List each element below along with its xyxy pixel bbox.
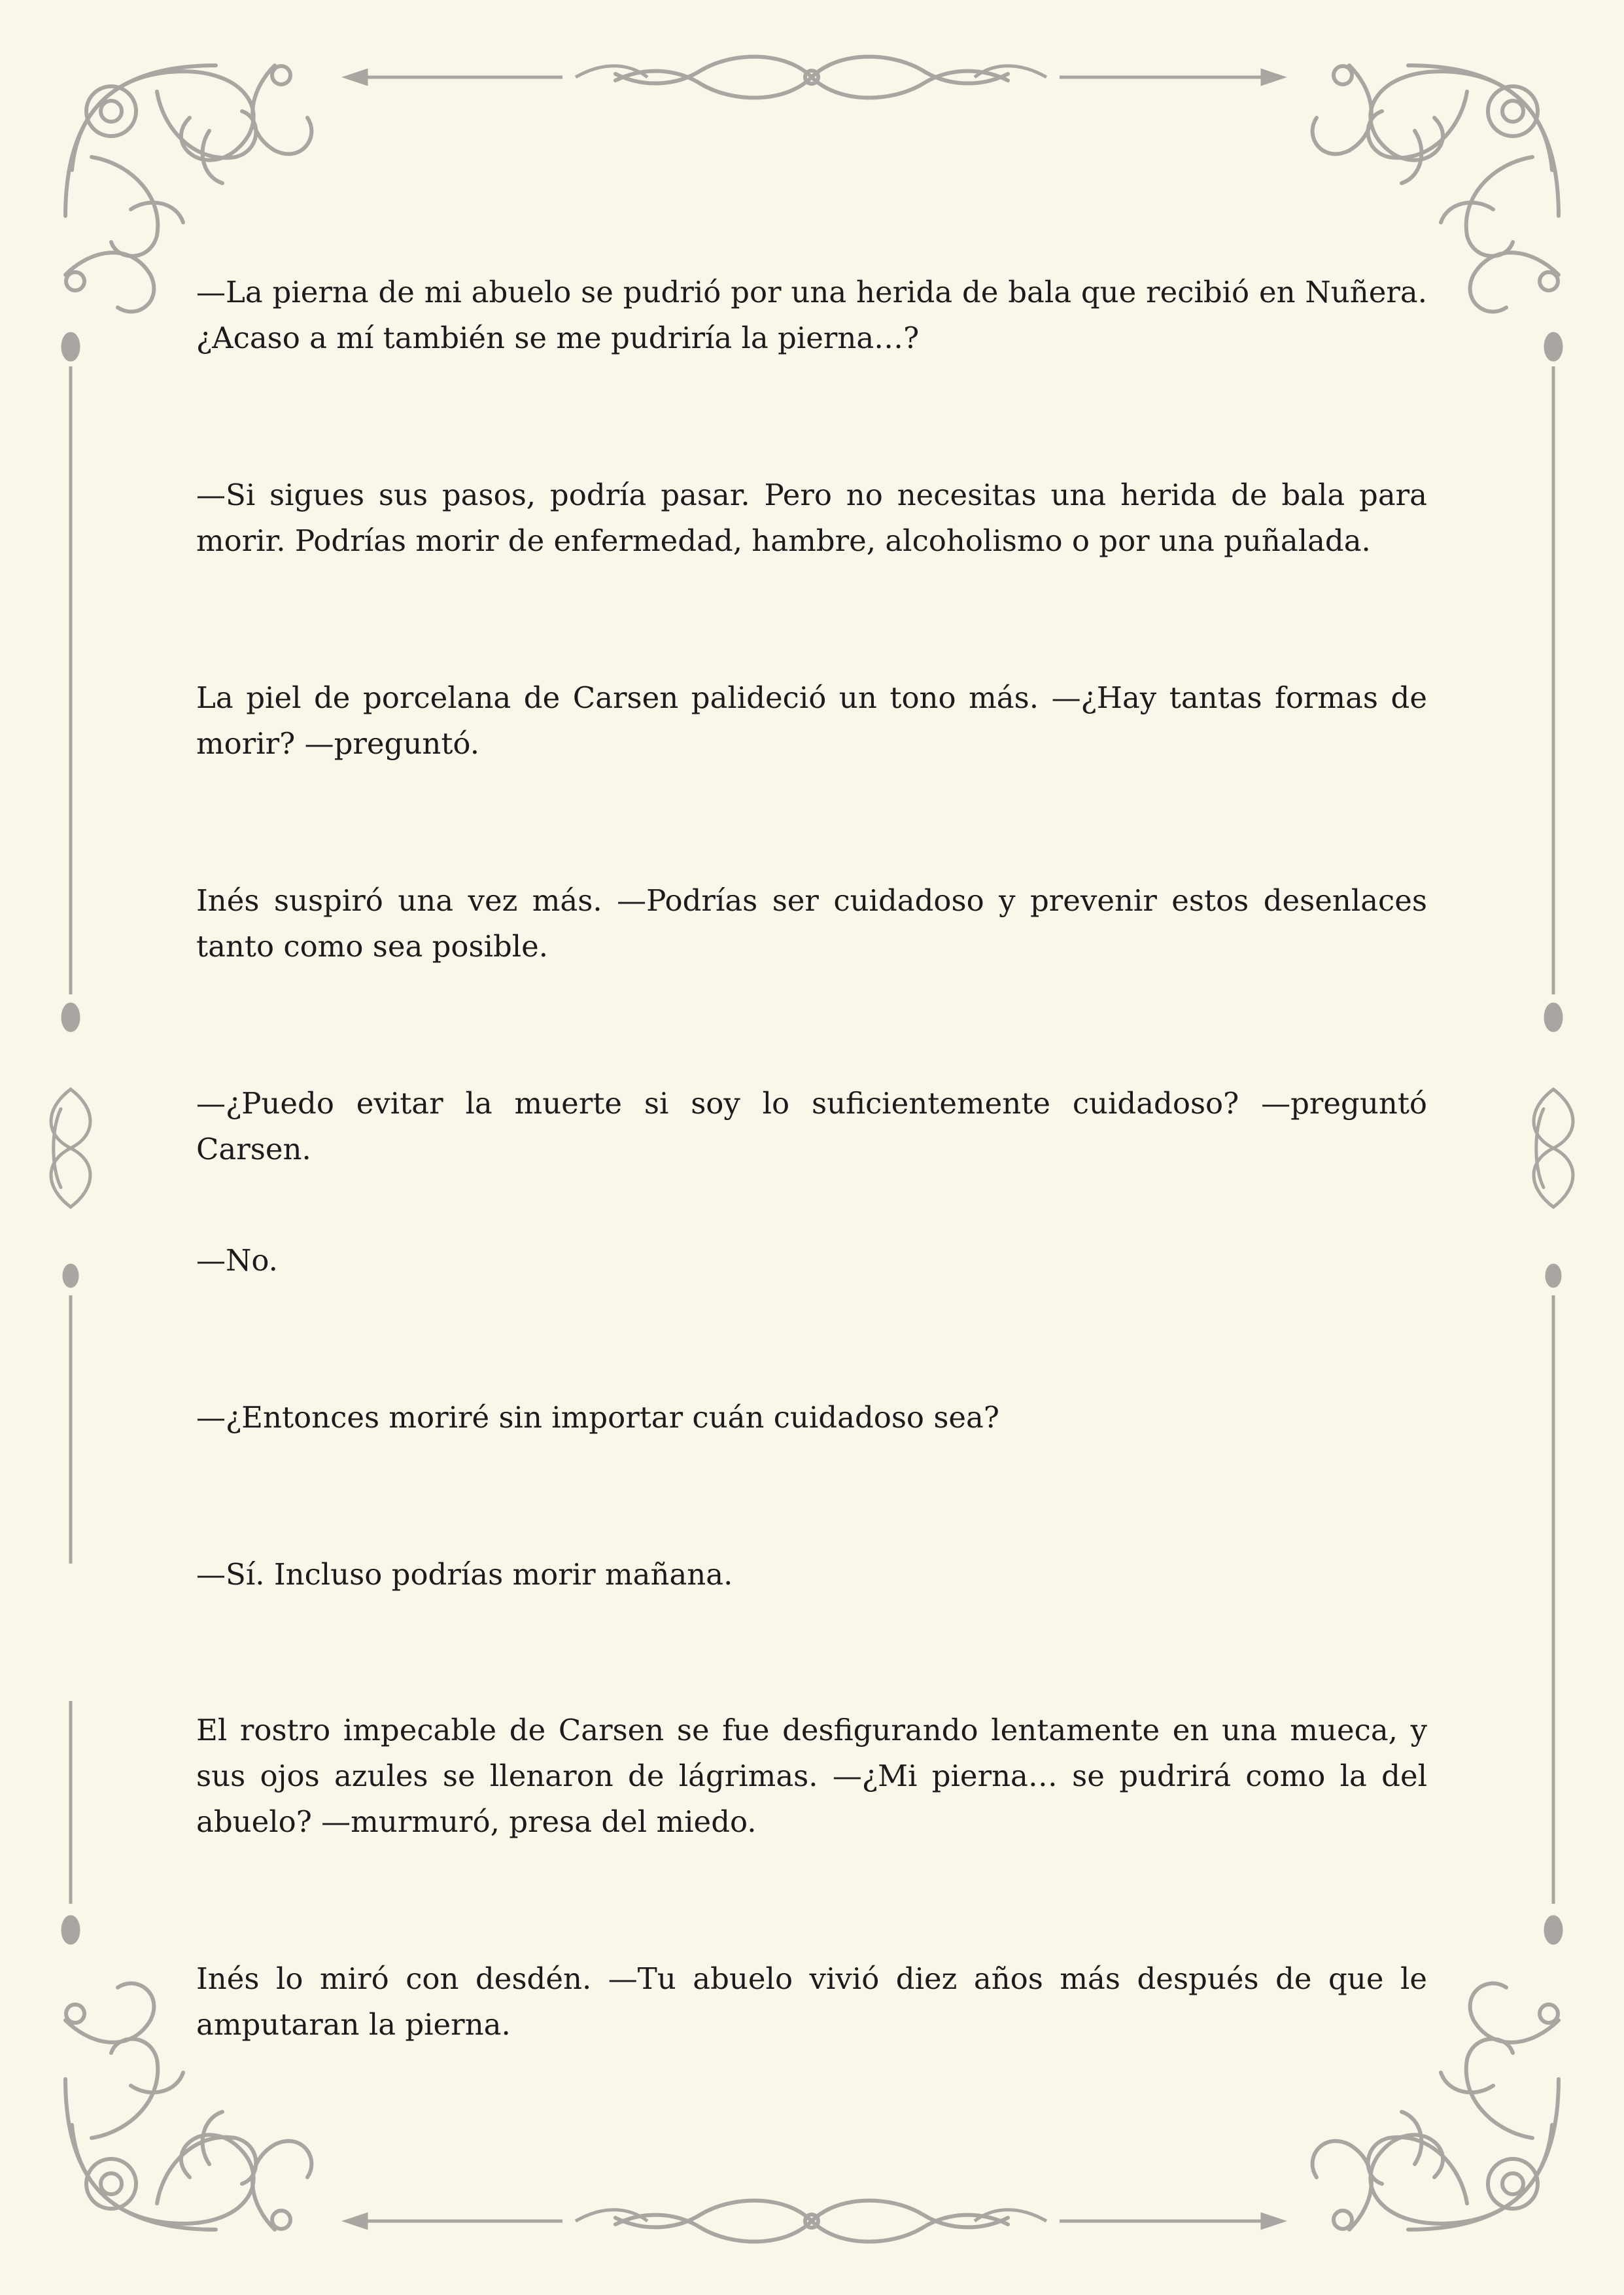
paragraph: —Sí. Incluso podrías morir mañana. [196,1557,733,1592]
paragraph: —No. [196,1243,278,1278]
paragraph: —Si sigues sus pasos, podría pasar. Pero no necesitas una herida de bala para morir. Podrías morir de enfermedad, hambre, alcoholismo o por una puñalada. [196,478,1427,558]
paragraph: —La pierna de mi abuelo se pudrió por una herida de bala que recibió en Nuñera. ¿Acaso a mí también se me pudriría la pierna…? [196,275,1427,355]
paragraph: Inés suspiró una vez más. —Podrías ser cuidadoso y prevenir estos desenlaces tanto como sea posible. [196,883,1427,964]
paragraph: El rostro impecable de Carsen se fue desfigurando lentamente en una mueca, y sus ojos azules se llenaron de lágrimas. —¿Mi pierna… se pudrirá como la del abuelo? —murmuró, presa del miedo. [196,1713,1427,1839]
paragraph: La piel de porcelana de Carsen palideció un tono más. —¿Hay tantas formas de morir? —preguntó. [196,680,1427,761]
paragraph: Inés lo miró con desdén. —Tu abuelo vivió diez años más después de que le amputaran la pierna. [196,1961,1427,2042]
paragraph: —¿Puedo evitar la muerte si soy lo suficientemente cuidadoso? —preguntó Carsen. [196,1086,1427,1166]
paragraph: —¿Entonces moriré sin importar cuán cuidadoso sea? [196,1400,1000,1435]
